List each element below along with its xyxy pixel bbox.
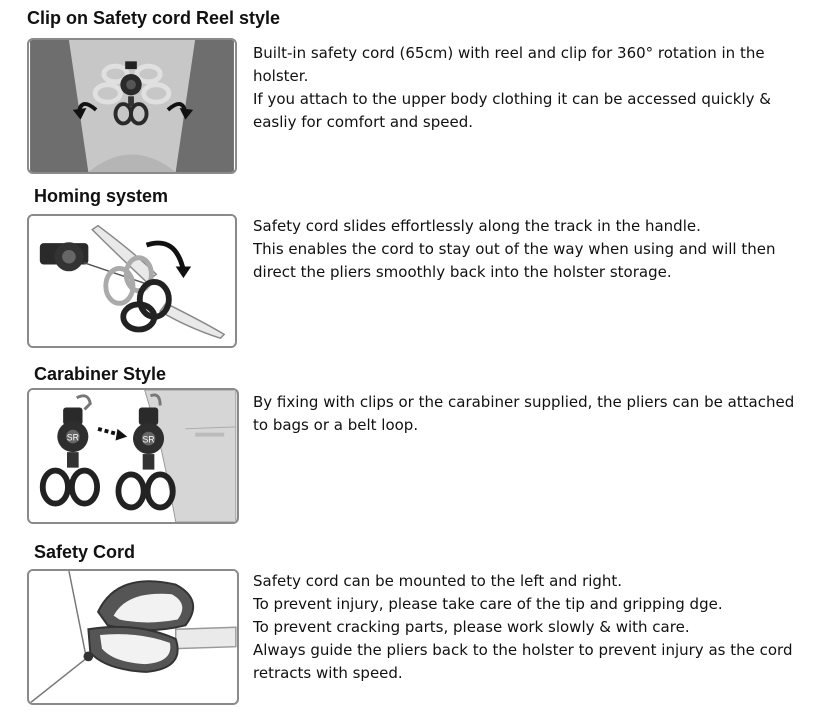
description-line: retracts with speed. [253, 664, 403, 682]
description-line: If you attach to the upper body clothing it can be accessed quickly & [253, 90, 771, 108]
homing-system-illustration [27, 214, 237, 348]
description-line: To prevent injury, please take care of the tip and gripping dge. [253, 595, 723, 613]
safety-cord-description [253, 570, 813, 685]
clip-reel-illustration [27, 38, 237, 174]
carabiner-style-description [253, 391, 813, 437]
clip-reel-description [253, 42, 813, 134]
description-line: By fixing with clips or the carabiner supplied, the pliers can be attached [253, 393, 795, 411]
safety-cord-illustration [27, 569, 239, 705]
homing-drawing [29, 216, 235, 346]
carabiner-style-illustration [27, 388, 239, 524]
description-line: Built-in safety cord (65cm) with reel and clip for 360° rotation in the [253, 44, 765, 62]
section-title-clip-reel: Clip on Safety cord Reel style [27, 8, 281, 28]
clip-reel-drawing [29, 40, 235, 172]
description-line: Always guide the pliers back to the holster to prevent injury as the cord [253, 641, 793, 659]
logo-sr-right: SR [142, 434, 155, 445]
description-line: Safety cord can be mounted to the left and right. [253, 572, 623, 590]
safety-cord-drawing [29, 571, 237, 703]
section-title-carabiner-style: Carabiner Style [34, 364, 167, 384]
section-title-safety-cord: Safety Cord [34, 542, 136, 562]
description-line: holster. [253, 67, 309, 85]
section-title-homing-system: Homing system [34, 186, 169, 206]
logo-sr-left: SR [66, 432, 79, 443]
description-line: easliy for comfort and speed. [253, 113, 473, 131]
description-line: to bags or a belt loop. [253, 416, 419, 434]
description-line: Safety cord slides effortlessly along the track in the handle. [253, 217, 701, 235]
description-line: To prevent cracking parts, please work slowly & with care. [253, 618, 690, 636]
description-line: direct the pliers smoothly back into the holster storage. [253, 263, 672, 281]
description-line: This enables the cord to stay out of the way when using and will then [253, 240, 776, 258]
carabiner-drawing [29, 390, 237, 522]
homing-system-description [253, 215, 813, 284]
